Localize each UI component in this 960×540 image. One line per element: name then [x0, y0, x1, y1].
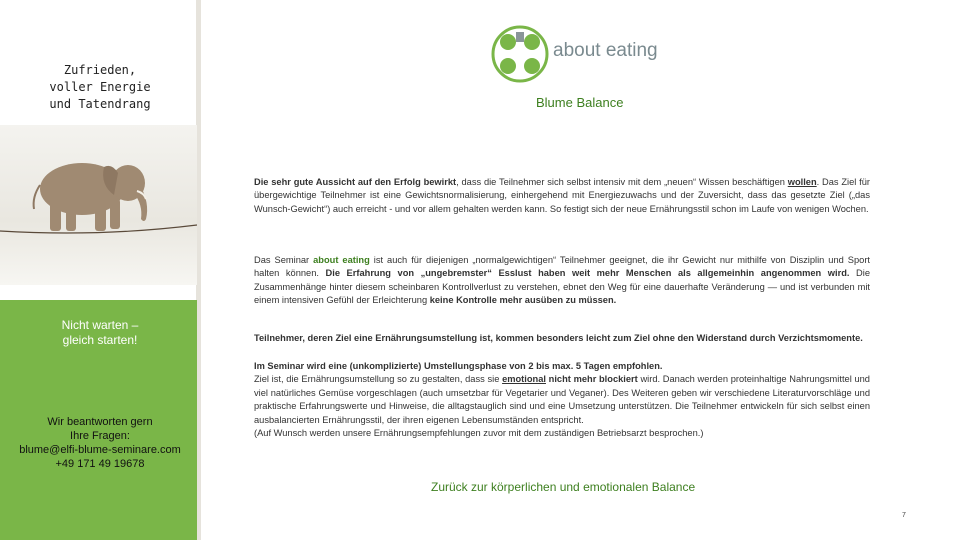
- contact-phone[interactable]: +49 171 49 19678: [55, 458, 145, 470]
- p1-bold: Die sehr gute Aussicht auf den Erfolg bewirkt: [254, 177, 457, 187]
- elephant-illustration: [0, 125, 197, 285]
- p4-bold-2: nicht mehr blockiert: [545, 374, 638, 385]
- back-link[interactable]: Zurück zur körperlichen und emotionalen Balance: [431, 480, 696, 494]
- logo-wordmark: about eating: [553, 40, 658, 61]
- p1-underlined: wollen: [787, 177, 817, 187]
- p2-bold: Die Erfahrung von „ungebremster“ Esslust haben weit mehr Menschen als allgemeinhin angenommen wird.: [325, 268, 850, 279]
- paragraph-3: Teilnehmer, deren Ziel eine Ernährungsumstellung ist, kommen besonders leicht zum Ziel ohne den Widerstand durch Verzichtsmomente.: [254, 333, 863, 343]
- cta-line-2: gleich starten!: [62, 333, 138, 347]
- p1-text-a: , dass die Teilnehmer sich selbst intensiv mit dem „neuen“ Wissen beschäftigen: [456, 177, 788, 187]
- p4-body: [254, 373, 870, 427]
- p2-brand: about eating: [313, 255, 370, 265]
- tagline-line-2: voller Energie: [49, 80, 151, 94]
- cta-line-1: Nicht warten –: [61, 318, 139, 332]
- contact-email[interactable]: blume@elfi-blume-seminare.com: [19, 444, 181, 456]
- sidebar-tagline: [0, 62, 200, 113]
- page-number: 7: [902, 512, 906, 519]
- elephant-tightrope-image: [0, 125, 197, 285]
- tagline-line-3: und Tatendrang: [49, 97, 151, 111]
- p4-underlined: emotional: [502, 374, 546, 385]
- p2-bold-2: keine Kontrolle mehr ausüben zu müssen.: [429, 295, 617, 306]
- contact-title-2: Ihre Fragen:: [70, 430, 130, 442]
- cta-text: [0, 318, 200, 348]
- p2-text-b: ist auch für diejenigen „normalgewichtigen“ Teilnehmer geeignet, die ihr Gewicht nur mithilfe von Disziplin und Sport halten können.: [254, 255, 870, 279]
- paragraph-1: [254, 176, 870, 216]
- tagline-line-1: Zufrieden,: [63, 63, 137, 77]
- p4-text-b: wird. Danach werden proteinhaltige Nahrungsmittel und viel natürliches Gemüse vorgeschlagen (auch umsetzbar für Vegetarier und Veganer). Des Weiteren geben wir verschiedene Literaturvorschläge und praktische Erfahrungswerte und Hinweise, die alltagstauglich sind und eine Umsetzung unterstützen. Die Teilnehmer entwickeln für sich selbst einen ausbalancierten Ernährungsstil, der ihren eigenen Lebensumständen entspricht.: [254, 374, 870, 425]
- p2-text-c: Die Zusammenhänge hinter diesem scheinbaren Kontrollverlust zu verstehen, ebnet den Weg für eine dauerhafte Veränderung — und ist verbunden mit einem intensiven Gefühl der Erleichterung: [254, 268, 870, 306]
- contact-box: [0, 415, 200, 471]
- page-subtitle: Blume Balance: [536, 95, 624, 110]
- paragraph-2: [254, 254, 870, 308]
- p1-text-b: . Das Ziel für übergewichtige Teilnehmer ist eine Gewichtsnormalisierung, einhergehend mit Energiezuwachs und der Zuversicht, dass das gesetzte Ziel („das Wunsch-Gewicht“) auch erreicht - und vor allem gehalten werden kann. So festigt sich der neue Ernährungsstil schon im Laufe von wenigen Wochen.: [254, 177, 870, 214]
- contact-title-1: Wir beantworten gern: [47, 416, 153, 428]
- p4-bold: Im Seminar wird eine (unkomplizierte) Umstellungsphase von 2 bis max. 5 Tagen empfohlen.: [254, 361, 663, 371]
- p4-text-a: Ziel ist, die Ernährungsumstellung so zu gestalten, dass sie: [254, 374, 503, 385]
- p4-note: (Auf Wunsch werden unsere Ernährungsempfehlungen zuvor mit dem zuständigen Betriebsarzt besprochen.): [254, 428, 704, 439]
- paragraph-4: [254, 360, 870, 440]
- p2-text-a: Das Seminar: [254, 255, 314, 265]
- about-eating-logo-icon: [490, 24, 550, 84]
